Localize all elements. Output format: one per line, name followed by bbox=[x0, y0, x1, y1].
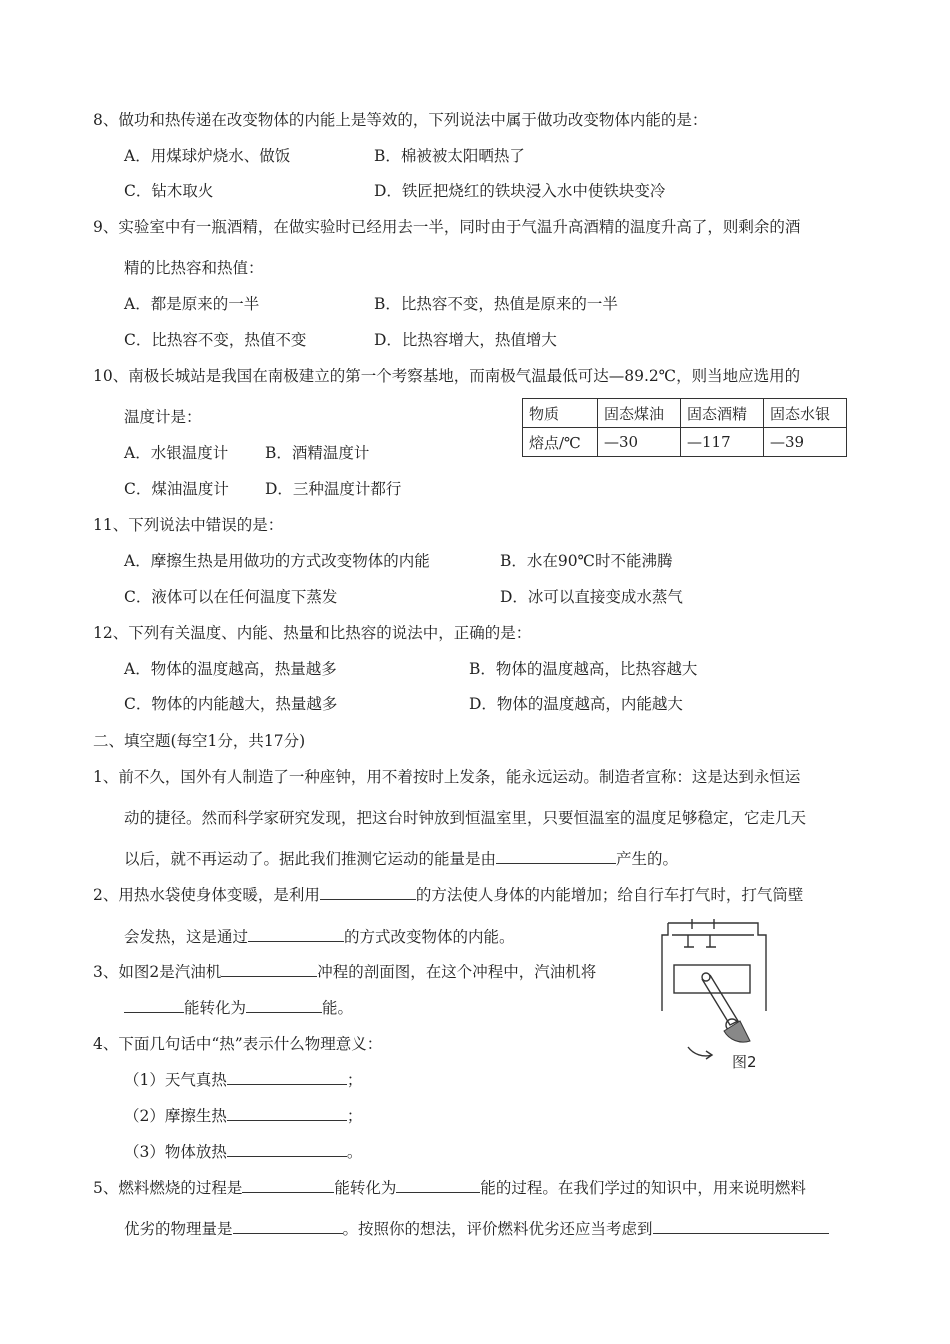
answer-blank[interactable] bbox=[242, 1178, 334, 1193]
f4-item-text: （2）摩擦生热 bbox=[124, 1107, 227, 1125]
q12-stem: 12、下列有关温度、内能、热量和比热容的说法中，正确的是： bbox=[93, 624, 532, 642]
f4-item-text: （3）物体放热 bbox=[124, 1143, 227, 1161]
q9-stem-line2: 精的比热容和热值： bbox=[124, 259, 264, 277]
f4-item-end: 。 bbox=[346, 1143, 363, 1161]
f1-text: 以后，就不再运动了。据此我们推测它运动的能量是由 bbox=[124, 850, 497, 868]
f3-line1 bbox=[93, 962, 596, 982]
q9-option-d: D．比热容增大，热值增大 bbox=[374, 331, 557, 349]
q10-stem-line1: 10、南极长城站是我国在南极建立的第一个考察基地，而南极气温最低可达—89.2℃，则当地应选用的 bbox=[93, 367, 801, 385]
melting-point-table bbox=[522, 398, 847, 457]
answer-blank[interactable] bbox=[496, 849, 616, 864]
q10-option-d: D．三种温度计都行 bbox=[265, 480, 402, 498]
q11-option-b: B．水在90℃时不能沸腾 bbox=[500, 552, 673, 570]
f3-text: 3、如图2是汽油机 bbox=[93, 963, 222, 981]
table-cell: 熔点/℃ bbox=[523, 428, 598, 457]
f5-line1 bbox=[93, 1178, 806, 1198]
q11-option-a: A．摩擦生热是用做功的方式改变物体的内能 bbox=[124, 552, 430, 570]
q9-option-a: A．都是原来的一半 bbox=[124, 295, 260, 313]
q12-option-c: C．物体的内能越大，热量越多 bbox=[124, 695, 338, 713]
f2-text-end: 的方式改变物体的内能。 bbox=[344, 928, 515, 946]
figure-caption: 图2 bbox=[732, 1053, 757, 1071]
f4-item-end: ； bbox=[346, 1107, 363, 1125]
q8-option-a: A．用煤球炉烧水、做饭 bbox=[124, 147, 291, 165]
f4-stem: 4、下面几句话中“热”表示什么物理意义： bbox=[93, 1035, 383, 1053]
q10-option-a: A．水银温度计 bbox=[124, 444, 229, 462]
f3-text-end: 冲程的剖面图，在这个冲程中，汽油机将 bbox=[317, 963, 597, 981]
f2-line2 bbox=[124, 927, 515, 947]
q10-option-b: B．酒精温度计 bbox=[265, 444, 370, 462]
table-cell: —117 bbox=[681, 428, 764, 457]
f2-text: 会发热，这是通过 bbox=[124, 928, 249, 946]
answer-blank[interactable] bbox=[124, 998, 184, 1013]
q9-option-c: C．比热容不变，热值不变 bbox=[124, 331, 307, 349]
table-cell: 固态煤油 bbox=[598, 399, 681, 428]
f4-item-end: ； bbox=[346, 1071, 363, 1089]
answer-blank[interactable] bbox=[396, 1178, 480, 1193]
q8-stem: 8、做功和热传递在改变物体的内能上是等效的，下列说法中属于做功改变物体内能的是： bbox=[93, 111, 708, 129]
q10-option-c: C．煤油温度计 bbox=[124, 480, 229, 498]
q8-option-b: B．棉被被太阳晒热了 bbox=[374, 147, 525, 165]
answer-blank[interactable] bbox=[227, 1106, 347, 1121]
table-cell: 固态水银 bbox=[764, 399, 847, 428]
f4-item-2 bbox=[124, 1106, 362, 1126]
table-cell: 固态酒精 bbox=[681, 399, 764, 428]
q10-stem-line2: 温度计是： bbox=[124, 408, 202, 426]
q8-option-d: D．铁匠把烧红的铁块浸入水中使铁块变冷 bbox=[374, 182, 666, 200]
f2-text: 2、用热水袋使身体变暖，是利用 bbox=[93, 886, 320, 904]
answer-blank[interactable] bbox=[221, 962, 317, 977]
answer-blank[interactable] bbox=[248, 927, 344, 942]
f5-text: 优劣的物理量是 bbox=[124, 1220, 233, 1238]
table-cell: 物质 bbox=[523, 399, 598, 428]
f5-text-end: 能的过程。在我们学过的知识中，用来说明燃料 bbox=[480, 1179, 806, 1197]
answer-blank[interactable] bbox=[246, 998, 322, 1013]
q11-option-c: C．液体可以在任何温度下蒸发 bbox=[124, 588, 338, 606]
section-heading: 二、填空题(每空1分，共17分) bbox=[93, 732, 306, 750]
f4-item-text: （1）天气真热 bbox=[124, 1071, 227, 1089]
q9-option-b: B．比热容不变，热值是原来的一半 bbox=[374, 295, 618, 313]
q12-option-b: B．物体的温度越高，比热容越大 bbox=[469, 660, 698, 678]
q11-stem: 11、下列说法中错误的是： bbox=[93, 516, 284, 534]
q12-option-d: D．物体的温度越高，内能越大 bbox=[469, 695, 683, 713]
f3-text: 能转化为 bbox=[184, 999, 247, 1017]
f5-line2 bbox=[124, 1219, 829, 1239]
f1-line3 bbox=[124, 849, 678, 869]
f2-line1 bbox=[93, 885, 803, 905]
f3-text-end: 能。 bbox=[322, 999, 354, 1017]
table-header-row bbox=[523, 399, 847, 428]
f1-text-end: 产生的。 bbox=[616, 850, 679, 868]
f5-text: 能转化为 bbox=[334, 1179, 397, 1197]
q12-option-a: A．物体的温度越高，热量越多 bbox=[124, 660, 337, 678]
f5-text: 。按照你的想法，评价燃料优劣还应当考虑到 bbox=[342, 1220, 653, 1238]
engine-cylinder-figure bbox=[648, 915, 798, 1065]
q8-option-c: C．钻木取火 bbox=[124, 182, 214, 200]
answer-blank[interactable] bbox=[227, 1070, 347, 1085]
f3-line2 bbox=[124, 998, 353, 1018]
f5-text: 5、燃料燃烧的过程是 bbox=[93, 1179, 243, 1197]
f4-item-3 bbox=[124, 1142, 362, 1162]
f1-line1: 1、前不久，国外有人制造了一种座钟，用不着按时上发条，能永远运动。制造者宣称：这是达到永恒运 bbox=[93, 768, 801, 786]
f4-item-1 bbox=[124, 1070, 362, 1090]
answer-blank[interactable] bbox=[653, 1219, 829, 1234]
q11-option-d: D．冰可以直接变成水蒸气 bbox=[500, 588, 683, 606]
f1-line2: 动的捷径。然而科学家研究发现，把这台时钟放到恒温室里，只要恒温室的温度足够稳定，它走几天 bbox=[124, 809, 807, 827]
table-row bbox=[523, 428, 847, 457]
answer-blank[interactable] bbox=[227, 1142, 347, 1157]
answer-blank[interactable] bbox=[320, 885, 416, 900]
table-cell: —39 bbox=[764, 428, 847, 457]
f2-text-end: 的方法使人身体的内能增加；给自行车打气时，打气筒壁 bbox=[415, 886, 804, 904]
table-cell: —30 bbox=[598, 428, 681, 457]
answer-blank[interactable] bbox=[233, 1219, 343, 1234]
q9-stem-line1: 9、实验室中有一瓶酒精，在做实验时已经用去一半，同时由于气温升高酒精的温度升高了，则剩余的酒 bbox=[93, 218, 801, 236]
